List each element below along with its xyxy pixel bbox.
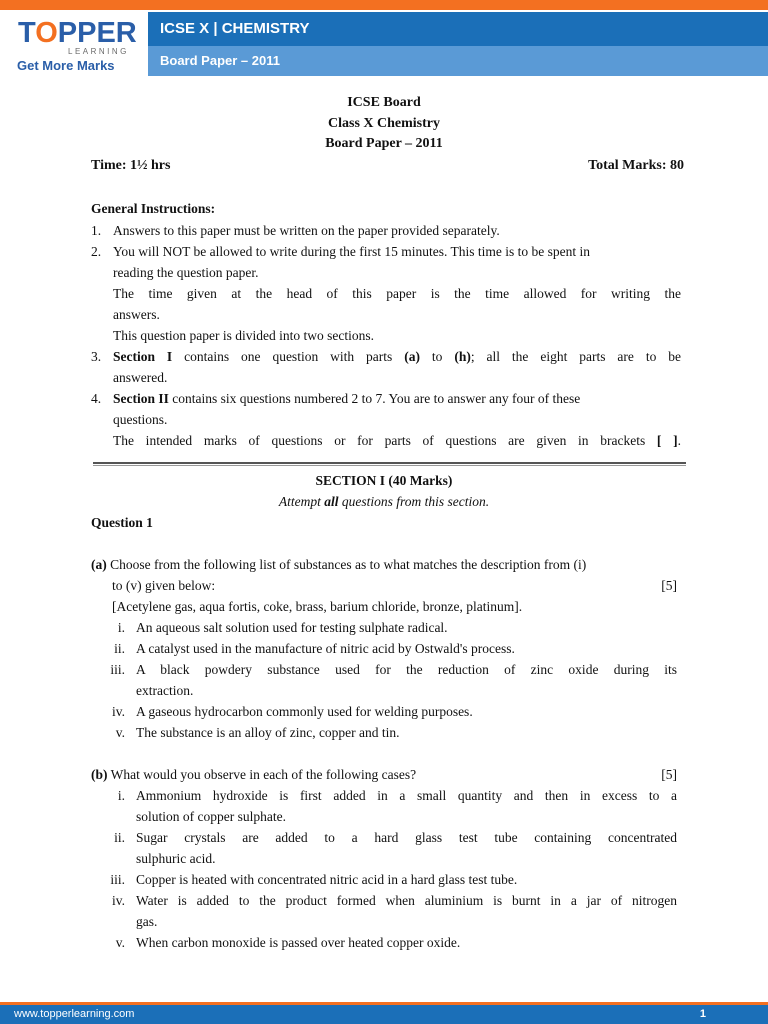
part-b-item-number: v. [115, 935, 125, 950]
logo-tagline: Get More Marks [17, 58, 115, 73]
part-a-marks: [5] [661, 578, 677, 593]
section-attempt-note: Attempt all questions from this section. [278, 494, 490, 509]
instruction-3-text: Section I contains one question with parts (a) to (h); all the eight parts are to be [113, 349, 681, 364]
total-marks: Total Marks: 80 [588, 158, 684, 173]
footer-url-link[interactable]: www.topperlearning.com [14, 1008, 135, 1020]
part-a-item-text: An aqueous salt solution used for testing sulphate radical. [136, 620, 448, 635]
part-b-item-number: iii. [110, 872, 125, 887]
instructions-list [91, 220, 679, 451]
section-divider-thin [93, 465, 686, 466]
part-a-stem-cont: to (v) given below: [112, 578, 216, 593]
page-number: 1 [699, 1008, 706, 1020]
part-b-item-text: Water is added to the product formed when aluminium is burnt in a jar of nitrogen [136, 893, 677, 908]
part-b-marks: [5] [661, 767, 677, 782]
part-a-item-text: A black powdery substance used for the reduction of zinc oxide during its [136, 662, 677, 677]
part-a-substance-list: [Acetylene gas, aqua fortis, coke, brass, barium chloride, bronze, platinum]. [112, 599, 523, 614]
topper-logo[interactable] [14, 14, 137, 78]
instruction-3-cont: answered. [113, 370, 168, 385]
part-b-item-text: Ammonium hydroxide is first added in a small quantity and then in excess to a [136, 788, 677, 803]
part-b-stem: (b) What would you observe in each of the following cases? [91, 767, 417, 782]
instruction-2-cont: reading the question paper. [113, 265, 259, 280]
part-a-item-number: v. [115, 725, 125, 740]
instructions-heading: General Instructions: [91, 201, 216, 216]
logo-wordmark: TOPPER [18, 17, 137, 49]
part-a-item-text: A gaseous hydrocarbon commonly used for welding purposes. [136, 704, 473, 719]
star-o-icon: O [35, 17, 58, 49]
part-b-item-text: gas. [136, 914, 158, 929]
footer-bar [0, 1005, 768, 1024]
part-a-item-text: The substance is an alloy of zinc, copper and tin. [136, 725, 400, 740]
logo-subtext: LEARNING [68, 47, 129, 56]
part-a-item-number: i. [117, 620, 125, 635]
paper-title: Board Paper – 2011 [325, 136, 443, 151]
class-title: Class X Chemistry [328, 116, 440, 131]
part-a-item-text: extraction. [136, 683, 194, 698]
instruction-2-cont: This question paper is divided into two sections. [113, 328, 374, 343]
instruction-4-cont [91, 430, 679, 451]
instruction-2: 2. You will NOT be allowed to write during the first 15 minutes. This time is to be spent in [91, 244, 590, 259]
instruction-4-cont: questions. [113, 412, 168, 427]
part-b-item-text: sulphuric acid. [136, 851, 216, 866]
section-divider [93, 462, 686, 464]
section-heading: SECTION I (40 Marks) [315, 473, 453, 488]
instruction-4: 4. Section II contains six questions numbered 2 to 7. You are to answer any four of these [91, 388, 679, 409]
question-heading: Question 1 [91, 515, 153, 530]
instruction-4-text: Section II contains six questions numbered 2 to 7. You are to answer any four of these [113, 391, 581, 406]
part-b-item-text: solution of copper sulphate. [136, 809, 286, 824]
part-b-item-number: iv. [112, 893, 125, 908]
top-accent-bar [0, 0, 768, 10]
part-a-stem: (a) Choose from the following list of substances as to what matches the description from (i) [91, 557, 587, 572]
instruction-2-cont: answers. [113, 307, 160, 322]
instruction-4-brackets: The intended marks of questions or for parts of questions are given in brackets [ ]. [113, 433, 681, 448]
header-title-bar: ICSE X | CHEMISTRY [148, 12, 768, 46]
part-a-item-text: A catalyst used in the manufacture of nitric acid by Ostwald's process. [136, 641, 515, 656]
part-b-item-number: i. [117, 788, 125, 803]
part-b-item-text: Copper is heated with concentrated nitric acid in a hard glass test tube. [136, 872, 518, 887]
instruction-2-cont: The time given at the head of this paper is the time allowed for writing the [113, 286, 681, 301]
header-subtitle-bar: Board Paper – 2011 [148, 46, 768, 76]
time-allowed: Time: 1½ hrs [91, 158, 171, 173]
part-b-item-text: Sugar crystals are added to a hard glass test tube containing concentrated [136, 830, 677, 845]
part-b-item-text: When carbon monoxide is passed over heated copper oxide. [136, 935, 461, 950]
instruction-3: 3. Section I contains one question with parts (a) to (h); all the eight parts are to be [91, 346, 679, 367]
time-marks-row [91, 158, 684, 174]
part-a-item-number: iii. [110, 662, 125, 677]
board-title: ICSE Board [347, 95, 421, 110]
part-b-item-number: ii. [114, 830, 125, 845]
part-a-item-number: ii. [114, 641, 125, 656]
part-a-item-number: iv. [112, 704, 125, 719]
instruction-1: 1. Answers to this paper must be written on the paper provided separately. [91, 223, 500, 238]
